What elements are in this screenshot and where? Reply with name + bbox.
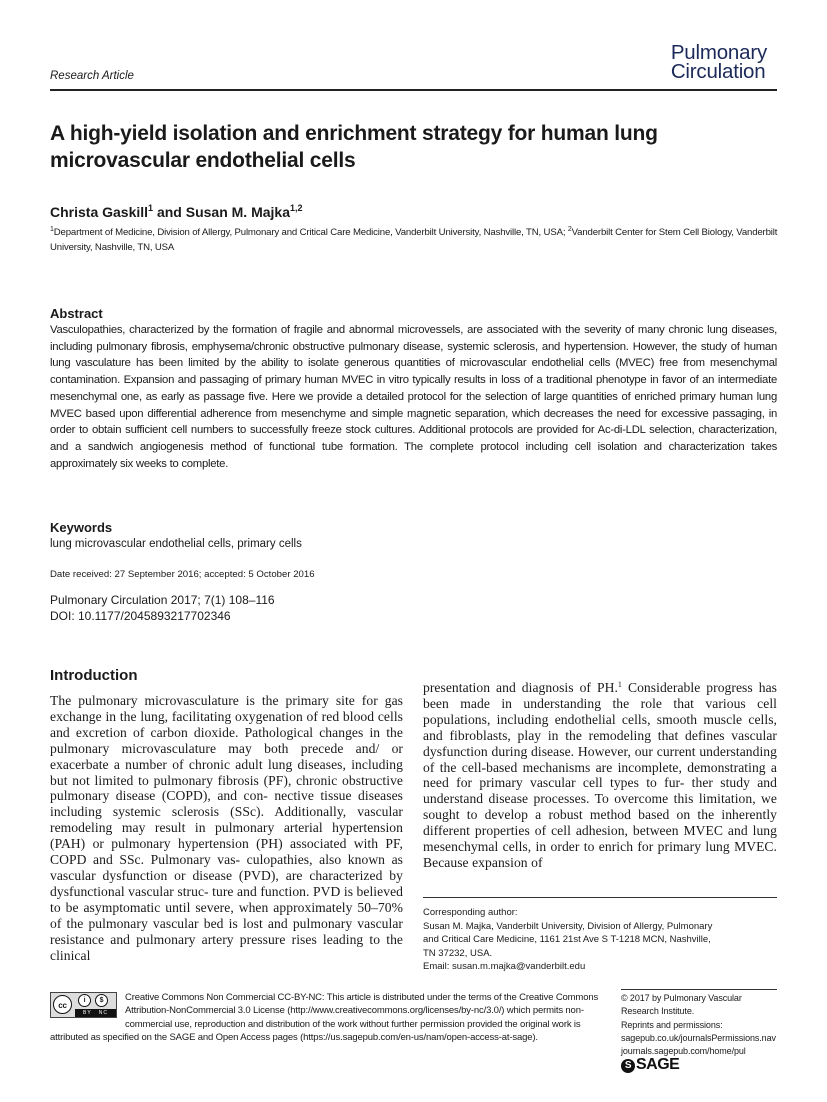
affiliation-text: Vanderbilt Center for Stem Cell Biology, Vanderbilt University, Nashville, TN, USA [50,227,778,253]
cc-icon: cc [53,995,72,1014]
abstract-heading: Abstract [50,306,103,321]
permissions-link[interactable]: sagepub.co.uk/journalsPermissions.nav [621,1032,776,1043]
license-text: Creative Commons Non Commercial CC-BY-NC: This article is distributed under the terms of the Creative Commons Attribution-NonCommercial 3.0 License (http://www.creativecommons.org/licenses/by-nc/3.0/) which permits non-commercial use, reproduction and distribution of the work without further permission provided the original work is attributed as specified on the SAGE and Open Access pages (https://us.sagepub.com/en-us/nam/open-access-at-sage). [50,992,599,1044]
doi-link[interactable]: DOI: 10.1177/2045893217702346 [50,609,231,623]
introduction-left-column: The pulmonary microvasculature is the primary site for gas exchange in the lung, facilitating oxygenation of red blood cells and excretion of carbon dioxide. Pathological changes in the pulmonary microvasculature may both precede and/ or exacerbate a number of chronic adult lung diseases, including but not limited to pulmonary fibrosis (PF), chronic obstructive pulmonary disease (COPD), and con- nective tissue diseases including systemic sclerosis (SSc). Additionally, vascular remodeling may result in pulmonary arterial hypertension (PAH) or pulmonary hypertension (PH) associated with PF, COPD and SSc. Pulmonary vas- culopathies, also known as vascular dysfunction or disease (PVD), are characterized by dysfunctional vascular struc- ture and function. PVD is believed to be asymptomatic until severe, when approximately 50–70% of the pulmonary vascular bed is lost and pulmonary vascular resistance and pulmonary artery pressure rises leading to the clinical [50,693,403,963]
journal-home-link[interactable]: journals.sagepub.com/home/pul [621,1046,746,1057]
article-type-label: Research Article [50,70,134,82]
corresponding-author-box [423,906,777,974]
affiliations [50,222,785,255]
paragraph-text: presentation and diagnosis of PH. [423,680,618,695]
copyright-divider [621,989,777,990]
cc-by-nc-badge-icon[interactable] [50,992,117,1018]
corresponding-email[interactable]: Email: susan.m.majka@vanderbilt.edu [423,961,586,973]
badge-label-strip: BY NC [75,1009,116,1017]
affiliation-number: 1 [50,226,54,233]
journal-logo [671,43,767,81]
author-name: Christa Gaskill [50,204,149,220]
reprints-label: Reprints and permissions: [621,1019,723,1030]
corresponding-label: Corresponding author: [423,907,518,918]
copyright-line: © 2017 by Pulmonary Vascular [621,993,742,1003]
header-divider [50,89,777,91]
sage-wordmark: SAGE [636,1056,680,1073]
affiliation-ref: 1 [148,203,154,213]
affiliation-number: 2 [567,226,572,233]
sage-s-icon: S [621,1059,635,1073]
affiliation-ref: 1,2 [290,203,303,213]
article-title: A high-yield isolation and enrichment strategy for human lung microvascular endothelial cells [50,122,658,172]
keywords-text: lung microvascular endothelial cells, primary cells [50,538,302,550]
journal-logo-line1: Pulmonary [670,41,767,64]
journal-logo-line2: Circulation [670,60,766,83]
keywords-heading: Keywords [50,520,113,535]
reference-link[interactable]: 1 [617,680,622,689]
introduction-right-column [423,677,777,871]
copyright-line: Research Institute. [621,1006,695,1017]
noncommercial-icon: $ [95,994,108,1007]
sage-logo [621,1056,679,1074]
license-block [50,991,616,1045]
corresponding-address-line: TN 37232, USA. [423,947,493,959]
introduction-heading: Introduction [50,667,138,684]
author-joiner: and [153,204,186,220]
abstract-text: Vasculopathies, characterized by the formation of fragile and abnormal microvessels, are associated with the severity of many chronic lung diseases, including pulmonary fibrosis, emphysema/chronic obstructive pulmonary disease, systemic sclerosis, and hypertension. However, the study of human lung vasculature has been limited by the ability to isolate generous quantities of microvascular endothelial cells (MVEC) free from mesenchymal contamination. Expansion and passaging of primary human MVEC in vitro typically results in loss of a traditional phenotype in favor of an intermediate mesenchymal one, as early as passage five. Here we provide a detailed protocol for the selection of large quantities of enriched primary human lung MVEC based upon differential adherence from mesenchyme and simple magnetic separation, which decreases the need for excessive passaging, in order to obtain sufficient cell numbers to successfully freeze stock cultures. Additional protocols are provided for Ac-di-LDL selection, characterization, and a sandwich angiogenesis method of functional tube formation. The complete protocol including cell isolation and characterization takes approximately six weeks to complete. [50,324,777,470]
paragraph-text: Considerable progress has been made in understanding the role that various cell populations, including endothelial cells, smooth muscle cells, and fibroblasts, play in the remodeling that defines vascular dysfunction during disease. However, our current understanding of the cell-based mechanisms are incomplete, demonstrating a need for primary vascular cell types to fur- ther study and understand disease processes. To overcome this limitation, we sought to develop a robust method based on the inherently different properties of cell adhesion, between MVEC and lung mesenchymal cells, in order to enrich for primary lung MVEC. Because expansion of [423,680,777,870]
attribution-icon: i [78,994,91,1007]
corresponding-divider [423,897,777,898]
received-dates: Date received: 27 September 2016; accepted: 5 October 2016 [50,569,315,580]
author-list [50,203,303,220]
copyright-block [621,992,791,1058]
corresponding-address-line: Susan M. Majka, Vanderbilt University, Division of Allergy, Pulmonary [423,920,713,932]
citation-block [50,592,275,624]
affiliation-text: Department of Medicine, Division of Allergy, Pulmonary and Critical Care Medicine, Vanderbilt University, Nashville, TN, USA; [53,227,568,238]
journal-citation: Pulmonary Circulation 2017; 7(1) 108–116 [50,593,275,607]
corresponding-address-line: and Critical Care Medicine, 1161 21st Ave S T-1218 MCN, Nashville, [423,934,711,946]
author-name: Susan M. Majka [185,204,290,220]
